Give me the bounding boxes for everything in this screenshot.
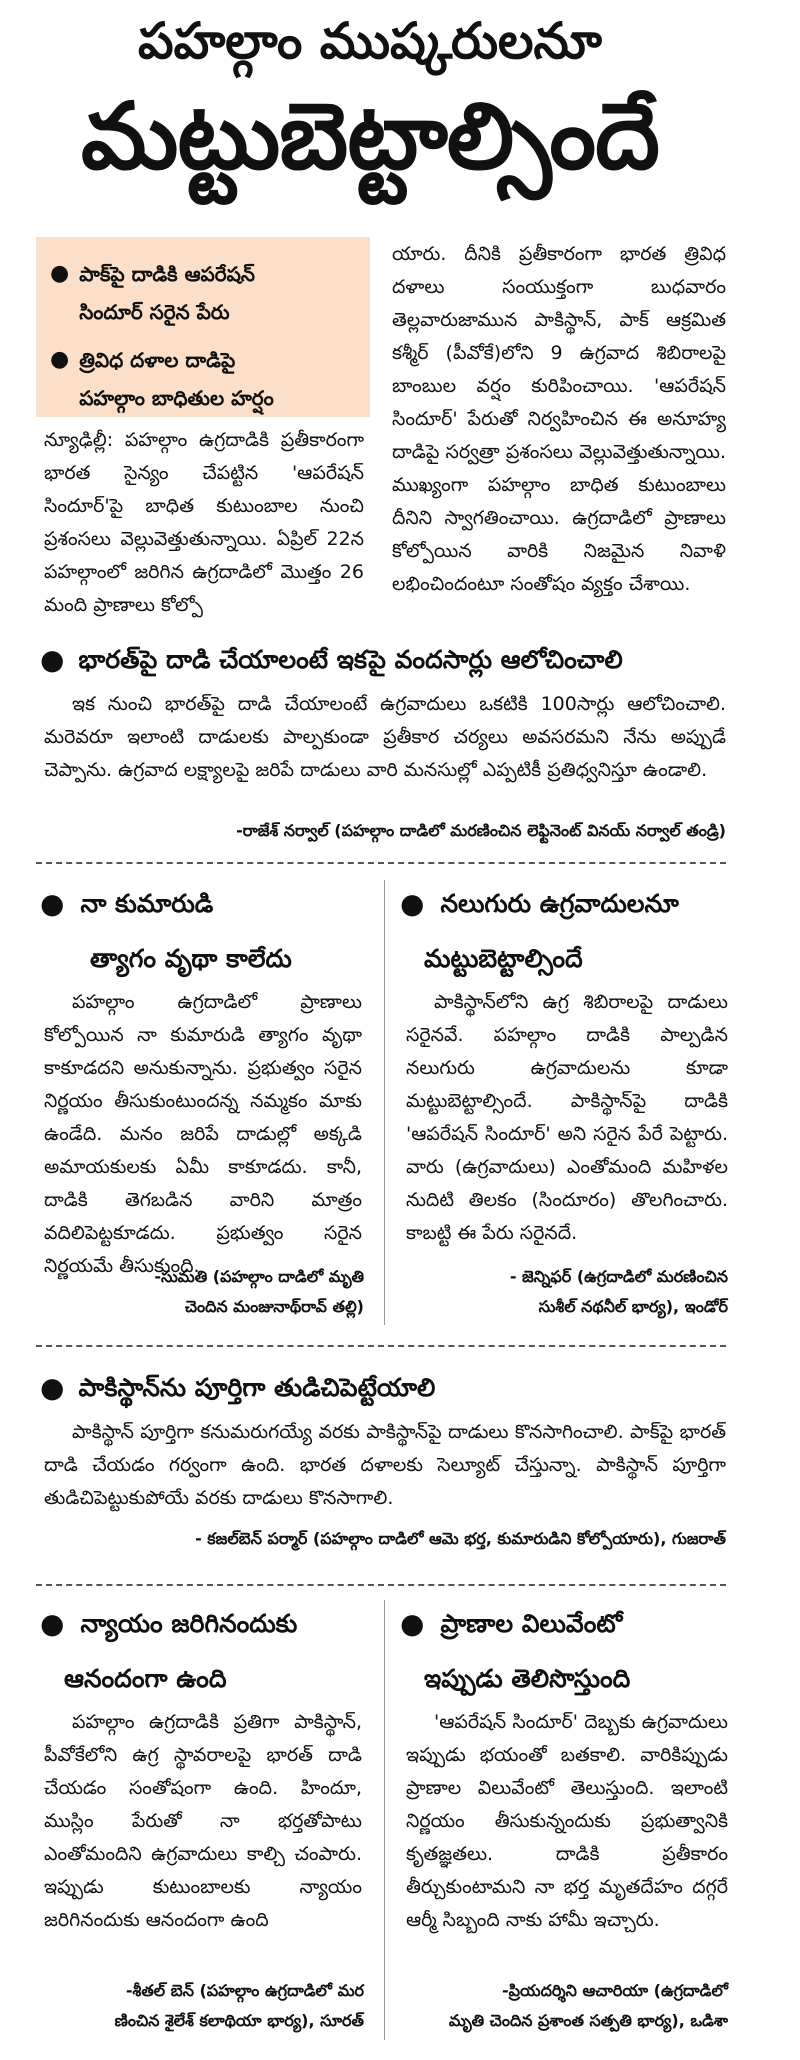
quote-attribution: - కజల్‌బెన్ పర్మార్ (పహల్గాం దాడిలో ఆమె భర్త, కుమారుడిని కోల్పోయారు), గుజరాత్: [195, 1529, 726, 1548]
highlight-item: [50, 255, 358, 331]
quote-text: పాకిస్థాన్ పూర్తిగా కనుమరుగయ్యే వరకు పాకిస్థాన్‌పై దాడులు కొనసాగించాలి. పాక్‌పై భారత్ దాడి చేయడం గర్వంగా ఉంది. భారత దళాలకు సెల్యూట్ చేస్తున్నా. పాకిస్థాన్ పూర్తిగా తుడిచిపెట్టుకుపోయే వరకు దాడులు కొనసాగాలి.: [44, 1421, 726, 1509]
section-divider: [36, 1345, 726, 1347]
intro-text-right: యారు. దీనికి ప్రతీకారంగా భారత త్రివిధ దళాలు సంయుక్తంగా బుధవారం తెల్లవారుజామున పాకిస్థాన్, పాక్ ఆక్రమిత కశ్మీర్ (పీవోకే)లోని 9 ఉగ్రవాద శిబిరాలపై బాంబుల వర్షం కురిపించాయి. 'ఆపరేషన్ సిందూర్' పేరుతో నిర్వహించిన ఈ అనూహ్య దాడిపై సర్వత్రా ప్రశంసలు వెల్లువెత్తుతున్నాయి. ముఖ్యంగా పహల్గాం బాధిత కుటుంబాలు దీనిని స్వాగతించాయి. ఉగ్రదాడిలో ప్రాణాలు కోల్పోయిన వారికి నిజమైన నివాళి లభించిందంటూ సంతోషం వ్యక్తం చేశాయి.: [392, 243, 726, 595]
quote-attribution: -శీతల్ బెన్ (పహల్గాం ఉగ్రదాడిలో మర ణించిన శైలేశ్ కలాథియా భార్య), సూరత్: [114, 1981, 364, 2030]
highlights-box: [36, 237, 370, 417]
quote-text: పహల్గాం ఉగ్రదాడికి ప్రతిగా పాకిస్థాన్, పీవోకేలోని ఉగ్ర స్థావరాలపై భారత్ దాడి చేయడం సంతోషంగా ఉంది. హిందూ, ముస్లిం పేరుతో నా భర్తతోపాటు ఎంతోమందిని ఉగ్రవాదులు కాల్చి చంపారు. ఇప్పుడు కుటుంబాలకు న్యాయం జరిగినందుకు ఆనందంగా ఉంది: [44, 1711, 362, 1931]
quote-attribution: -రాజేశ్ నర్వాల్ (పహల్గాం దాడిలో మరణించిన లెఫ్టినెంట్ వినయ్ నర్వాల్ తండ్రి): [236, 821, 726, 840]
main-headline: మట్టుబెట్టాల్సిందే: [81, 83, 659, 190]
bullet-icon: ●: [40, 643, 65, 676]
section-heading: ● నా కుమారుడి త్యాగం వృథా కాలేదు: [40, 876, 370, 986]
intro-text-left: న్యూఢిల్లీ: పహల్గాం ఉగ్రదాడికి ప్రతీకారంగా భారత సైన్యం చేపట్టిన 'ఆపరేషన్ సిందూర్'పై బాధిత కుటుంబాల నుంచి ప్రశంసలు వెల్లువెత్తుతున్నాయి. ఏప్రిల్ 22న పహల్గాంలో జరిగిన ఉగ్రదాడిలో మొత్తం 26 మంది ప్రాణాలు కోల్పో: [44, 429, 364, 616]
highlight-line: త్రివిధ దళాల దాడిపై: [79, 348, 236, 372]
bullet-icon: ●: [40, 1371, 65, 1404]
quote-attribution: -సుమతి (పహల్గాం దాడిలో మృతి చెందిన మంజునాథ్‌రావ్ తల్లి): [154, 1267, 364, 1316]
quote-attribution: - జెన్నిఫర్ (ఉగ్రదాడిలో మరణించిన సుశీల్ నథనీల్ భార్య), ఇండోర్: [509, 1267, 728, 1316]
section-divider: [36, 862, 726, 864]
column-divider: [384, 880, 385, 1325]
bullet-icon: ●: [40, 887, 65, 920]
bullet-icon: ●: [400, 1607, 425, 1640]
quote-attribution: -ప్రియదర్శిని ఆచారియా (ఉగ్రదాడిలో మృతి చెందిన ప్రశాంత సత్పతి భార్య), ఒడిశా: [448, 1981, 728, 2030]
quote-text: 'ఆపరేషన్ సిందూర్' దెబ్బకు ఉగ్రవాదులు ఇప్పుడు భయంతో బతకాలి. వారికిప్పుడు ప్రాణాల విలువేంటో తెలుస్తుంది. ఇలాంటి నిర్ణయం తీసుకున్నందుకు ప్రభుత్వానికి కృతజ్ఞతలు. దాడికి ప్రతీకారం తీర్చుకుంటామని నా భర్త మృతదేహం దగ్గరే ఆర్మీ సిబ్బంది నాకు హామీ ఇచ్చారు.: [406, 1711, 728, 1931]
bullet-icon: ●: [40, 1607, 65, 1640]
section-heading: ● నలుగురు ఉగ్రవాదులనూ మట్టుబెట్టాల్సిందే: [400, 876, 740, 986]
section-heading: ● ప్రాణాల విలువేంటో ఇప్పుడు తెలిసొస్తుంది: [400, 1596, 740, 1706]
highlight-line: పహల్గాం బాధితుల హర్షం: [79, 386, 274, 410]
section-heading: ● పాకిస్థాన్‌ను పూర్తిగా తుడిచిపెట్టేయాలి: [40, 1368, 740, 1408]
highlight-item: [50, 341, 358, 417]
highlight-line: పాక్‌పై దాడికి ఆపరేషన్: [79, 262, 255, 286]
bullet-icon: ●: [50, 347, 70, 372]
quote-text: పాకిస్థాన్‌లోని ఉగ్ర శిబిరాలపై దాడులు సరైనవే. పహల్గాం దాడికి పాల్పడిన నలుగురు ఉగ్రవాదులను కూడా మట్టుబెట్టాల్సిందే. పాకిస్థాన్‌పై దాడికి 'ఆపరేషన్ సిందూర్' అని సరైన పేరే పెట్టారు. వారు (ఉగ్రవాదులు) ఎంతోమంది మహిళల నుదిటి తిలకం (సిందూరం) తొలగించారు. కాబట్టి ఈ పేరు సరైనదే.: [406, 991, 728, 1244]
section-heading: ● భారత్‌పై దాడి చేయాలంటే ఇకపై వందసార్లు ఆలోచించాలి: [40, 640, 740, 680]
bullet-icon: ●: [400, 887, 425, 920]
column-divider: [384, 1600, 385, 2040]
section-divider: [36, 1584, 726, 1586]
quote-text: పహల్గాం ఉగ్రదాడిలో ప్రాణాలు కోల్పోయిన నా కుమారుడి త్యాగం వృథా కాకూడదని అనుకున్నాను. ప్రభుత్వం సరైన నిర్ణయం తీసుకుంటుందన్న నమ్మకం మాకు ఉండేది. మనం జరిపే దాడుల్లో అక్కడి అమాయకులకు ఏమీ కాకూడదు. కానీ, దాడికి తెగబడిన వారిని మాత్రం వదిలిపెట్టకూడదు. ప్రభుత్వం సరైన నిర్ణయమే తీసుకుంది.: [44, 991, 362, 1277]
highlight-line: సిందూర్ సరైన పేరు: [79, 300, 230, 324]
bullet-icon: ●: [50, 261, 70, 286]
section-heading: ● న్యాయం జరిగినందుకు ఆనందంగా ఉంది: [40, 1596, 370, 1706]
quote-text: ఇక నుంచి భారత్‌పై దాడి చేయాలంటే ఉగ్రవాదులు ఒకటికి 100సార్లు ఆలోచించాలి. మరెవరూ ఇలాంటి దాడులకు పాల్పకుండా ప్రతీకార చర్యలు అవసరమని నేను అప్పుడే చెప్పాను. ఉగ్రవాద లక్ష్యాలపై జరిపే దాడులు వారి మనసుల్లో ఎప్పటికీ ప్రతిధ్వనిస్తూ ఉండాలి.: [44, 693, 726, 781]
kicker-headline: పహల్గాం ముష్కరులనూ: [138, 12, 602, 70]
